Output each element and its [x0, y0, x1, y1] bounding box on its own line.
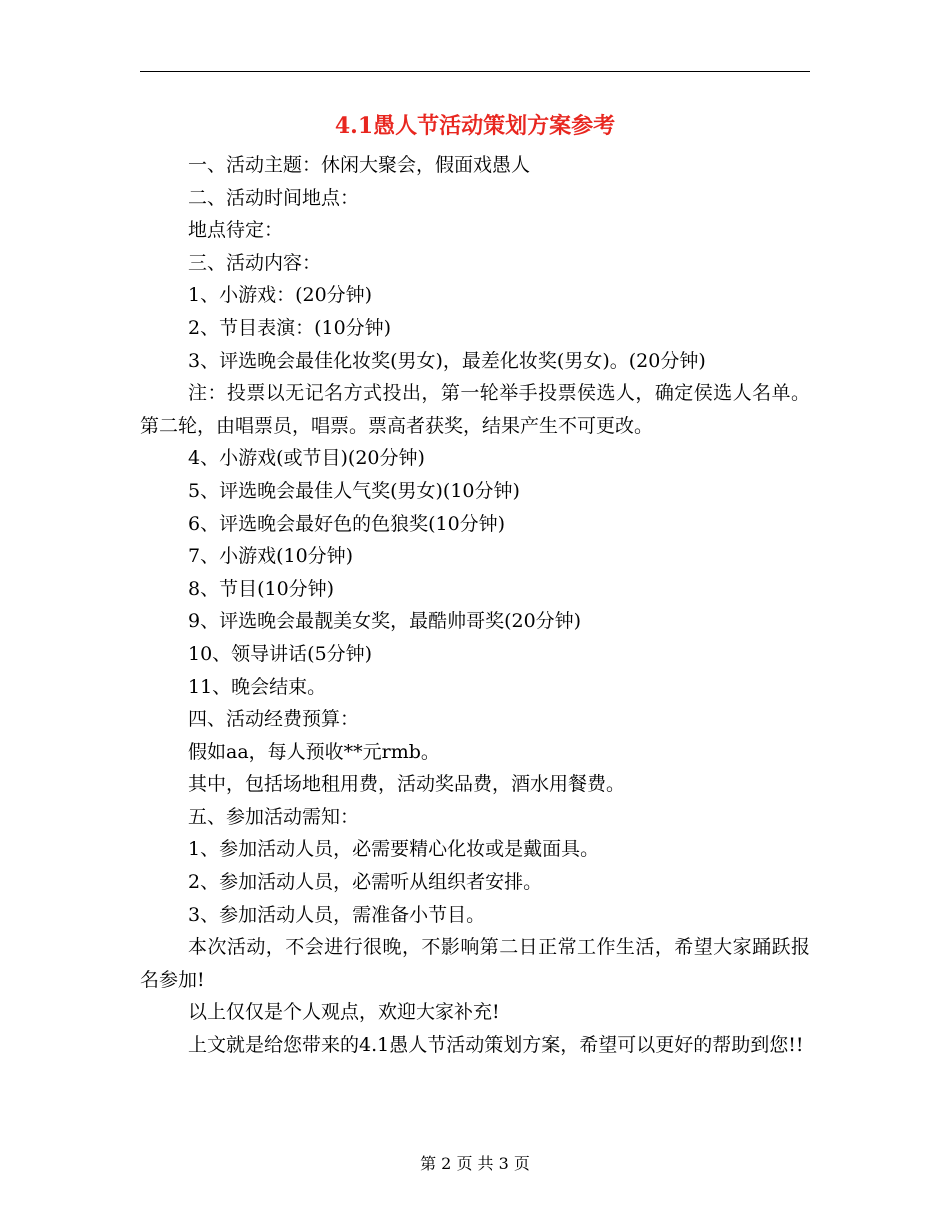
paragraph: 3、参加活动人员，需准备小节目。 — [188, 903, 486, 926]
header-rule — [140, 71, 810, 72]
paragraph: 上文就是给您带来的4.1愚人节活动策划方案，希望可以更好的帮助到您!! — [188, 1034, 804, 1057]
paragraph: 4、小游戏(或节目)(20分钟) — [188, 447, 425, 470]
document-body — [140, 149, 810, 1062]
paragraph: 五、参加活动需知： — [188, 805, 360, 828]
paragraph: 2、节目表演：(10分钟) — [188, 316, 392, 339]
paragraph: 11、晚会结束。 — [188, 675, 327, 698]
paragraph: 1、参加活动人员，必需要精心化妆或是戴面具。 — [188, 838, 600, 861]
paragraph: 9、评选晚会最靓美女奖，最酷帅哥奖(20分钟) — [188, 610, 582, 633]
paragraph: 10、领导讲话(5分钟) — [188, 642, 373, 665]
paragraph: 本次活动，不会进行很晚，不影响第二日正常工作生活，希望大家踊跃报名参加! — [140, 936, 810, 991]
paragraph: 四、活动经费预算： — [188, 708, 360, 731]
paragraph: 一、活动主题：休闲大聚会，假面戏愚人 — [188, 154, 531, 176]
paragraph: 三、活动内容： — [188, 251, 322, 274]
paragraph: 7、小游戏(10分钟) — [188, 545, 354, 568]
paragraph: 二、活动时间地点： — [188, 186, 360, 209]
page-number: 第 2 页 共 3 页 — [420, 1154, 530, 1173]
paragraph: 地点待定： — [188, 219, 284, 242]
paragraph: 其中，包括场地租用费，活动奖品费，酒水用餐费。 — [188, 773, 626, 796]
paragraph: 2、参加活动人员，必需听从组织者安排。 — [188, 871, 543, 894]
paragraph: 3、评选晚会最佳化妆奖(男女)，最差化妆奖(男女)。(20分钟) — [188, 349, 706, 372]
paragraph: 5、评选晚会最佳人气奖(男女)(10分钟) — [188, 479, 520, 502]
paragraph: 假如aa，每人预收**元rmb。 — [188, 740, 440, 763]
document-title: 4.1愚人节活动策划方案参考 — [334, 113, 616, 139]
paragraph: 1、小游戏：(20分钟) — [188, 284, 373, 307]
paragraph: 8、节目(10分钟) — [188, 577, 335, 600]
paragraph: 注：投票以无记名方式投出，第一轮举手投票侯选人，确定侯选人名单。第二轮，由唱票员，唱票。票高者获奖，结果产生不可更改。 — [140, 382, 810, 437]
paragraph: 6、评选晚会最好色的色狼奖(10分钟) — [188, 512, 506, 535]
paragraph: 以上仅仅是个人观点，欢迎大家补充! — [188, 1001, 500, 1024]
